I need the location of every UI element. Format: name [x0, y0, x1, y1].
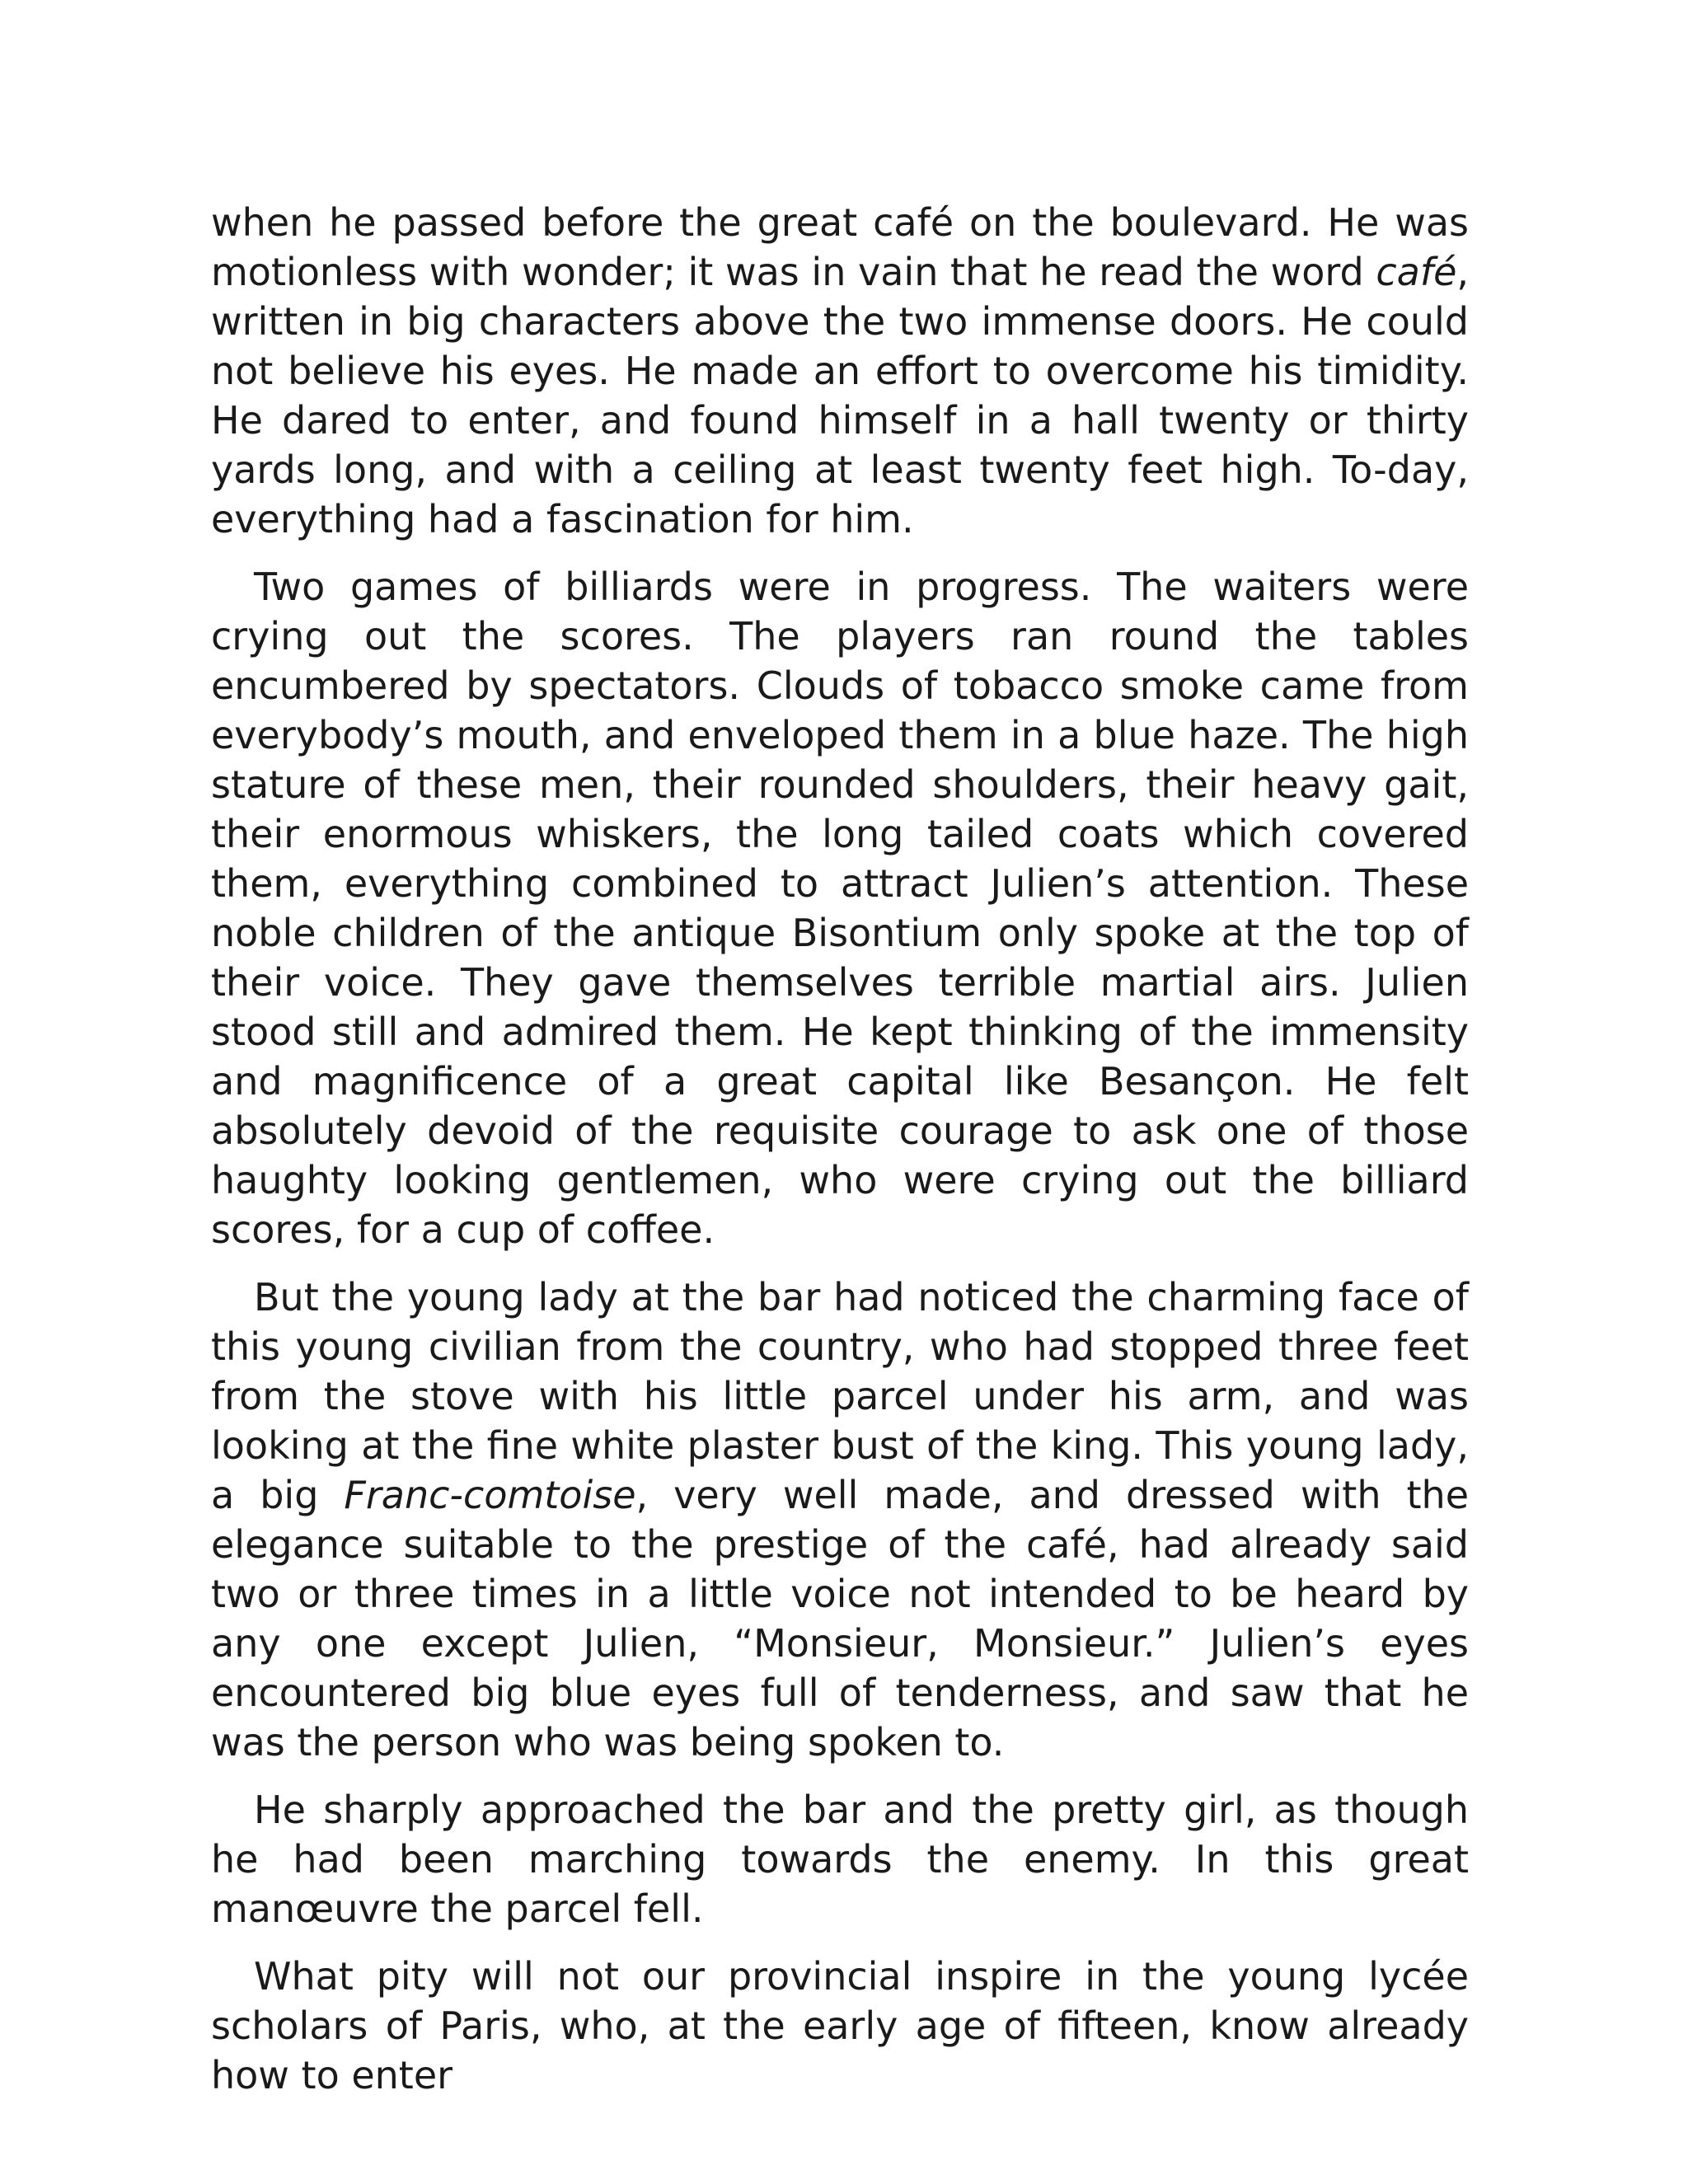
paragraph-4 — [211, 1785, 1469, 1933]
text-run: , written in big characters above the two immense doors. He could not believe his eyes. He made an effort to overcome his timidity. He dared to enter, and found himself in a hall twenty or thirty yards long, and with a ceiling at least twenty feet high. To-day, everything had a fascination for him. — [211, 250, 1469, 541]
paragraph-1 — [211, 198, 1469, 544]
text-run: Two games of billiards were in progress. The waiters were crying out the scores. The players ran round the tables encumbered by spectators. Clouds of tobacco smoke came from everybody’s mouth, and enveloped them in a blue haze. The high stature of these men, their rounded shoulders, their heavy gait, their enormous whiskers, the long tailed coats which covered them, everything combined to attract Julien’s attention. These noble children of the antique Bisontium only spoke at the top of their voice. They gave themselves terrible martial airs. Julien stood still and admired them. He kept thinking of the immensity and magnificence of a great capital like Besançon. He felt absolutely devoid of the requisite courage to ask one of those haughty looking gentlemen, who were crying out the billiard scores, for a cup of coffee. — [211, 565, 1469, 1252]
italic-text-run: Franc-comtoise — [344, 1473, 636, 1517]
text-run: What pity will not our provincial inspire in the young lycée scholars of Paris, who, at the early age of fifteen, know already how to enter — [211, 1954, 1469, 2097]
italic-text-run: café — [1376, 250, 1457, 294]
text-run: , very well made, and dressed with the elegance suitable to the prestige of the café, had already said two or three times in a little voice not intended to be heard by any one except Julien, “Monsieur, Monsieur.” Julien’s eyes encountered big blue eyes full of tenderness, and saw that he was the person who was being spoken to. — [211, 1473, 1469, 1765]
text-run: But the young lady at the bar had noticed the charming face of this young civilian from the country, who had stopped three feet from the stove with his little parcel under his arm, and was looking at the fine white plaster bust of the king. This young lady, a big — [211, 1275, 1469, 1517]
paragraph-2 — [211, 562, 1469, 1254]
text-run: when he passed before the great café on the boulevard. He was motionless with wonder; it was in vain that he read the word — [211, 200, 1469, 294]
paragraph-5 — [211, 1952, 1469, 2100]
text-run: He sharply approached the bar and the pretty girl, as though he had been marching towards the enemy. In this great manœuvre the parcel fell. — [211, 1788, 1469, 1931]
paragraph-3 — [211, 1272, 1469, 1767]
body-text — [211, 198, 1469, 2118]
